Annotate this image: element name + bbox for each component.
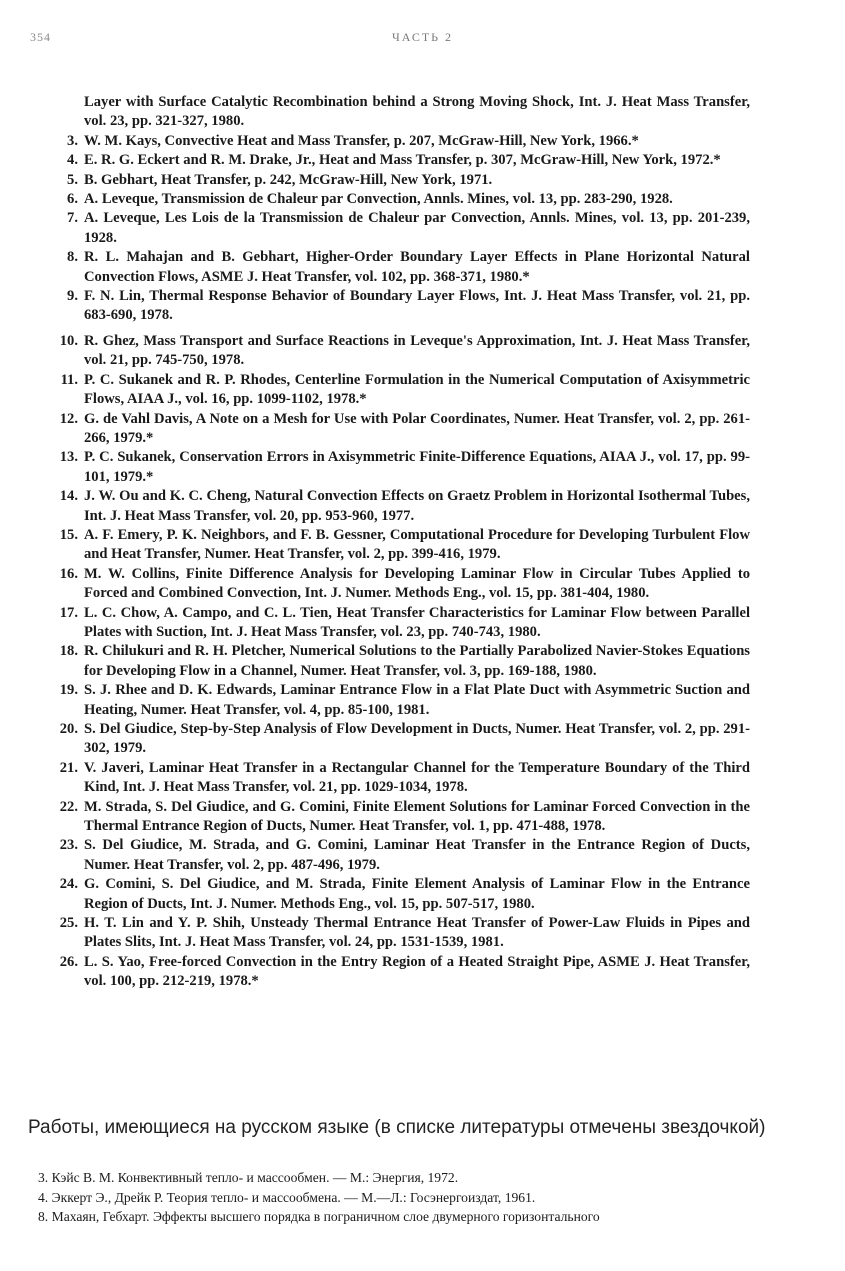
reference-number: 22. [59, 798, 78, 815]
reference-text: S. Del Giudice, M. Strada, and G. Comini, Laminar Heat Transfer in the Entrance Region of Ducts, Numer. Heat Transfer, vol. 2, pp. 487-496, 1979. [84, 837, 750, 873]
reference-item [54, 875, 750, 914]
reference-item [54, 798, 750, 837]
reference-item [54, 565, 750, 604]
reference-item [54, 209, 750, 248]
reference-number: 9. [67, 288, 78, 305]
reference-number: 14. [59, 488, 78, 505]
reference-text: P. C. Sukanek and R. P. Rhodes, Centerline Formulation in the Numerical Computation of Axisymmetric Flows, AIAA J., vol. 16, pp. 1099-1102, 1978.* [84, 371, 750, 408]
reference-number: 15. [59, 526, 78, 543]
reference-number: 3. [38, 1170, 49, 1185]
reference-number: 26. [59, 953, 78, 970]
reference-text: V. Javeri, Laminar Heat Transfer in a Rectangular Channel for the Temperature Boundary of the Third Kind, Int. J. Heat Mass Transfer, vol. 21, pp. 1029-1034, 1978. [84, 759, 750, 796]
running-head: ЧАСТЬ 2 [391, 30, 454, 44]
reference-item [54, 132, 750, 151]
reference-number: 17. [59, 604, 78, 621]
reference-item [54, 914, 750, 953]
reference-text: S. J. Rhee and D. K. Edwards, Laminar Entrance Flow in a Flat Plate Duct with Asymmetric Suction and Heating, Numer. Heat Transfer, vol. 4, pp. 85-100, 1981. [84, 682, 750, 718]
reference-text: L. C. Chow, A. Campo, and C. L. Tien, Heat Transfer Characteristics for Laminar Flow between Parallel Plates with Suction, Int. J. Heat Mass Transfer, vol. 23, pp. 740-743, 1980. [84, 604, 750, 640]
reference-item [54, 759, 750, 798]
reference-text: J. W. Ou and K. C. Cheng, Natural Convection Effects on Graetz Problem in Horizontal Isothermal Tubes, Int. J. Heat Mass Transfer, vol. 20, pp. 953-960, 1977. [84, 488, 750, 524]
reference-number: 21. [59, 759, 78, 776]
reference-item [54, 190, 750, 209]
reference-item [54, 526, 750, 565]
reference-item [54, 93, 750, 132]
reference-number: 5. [67, 171, 78, 188]
reference-number: 19. [59, 682, 78, 699]
reference-number: 16. [59, 565, 78, 582]
reference-text: M. W. Collins, Finite Difference Analysis for Developing Laminar Flow in Circular Tubes Applied to Forced and Combined Convection, Int. J. Numer. Methods Eng., vol. 15, pp. 381-404, 1980. [84, 565, 750, 602]
reference-number: 4. [38, 1189, 49, 1205]
reference-item [54, 681, 750, 720]
reference-item [54, 448, 750, 487]
reference-item [54, 642, 750, 681]
russian-reference-item [38, 1188, 823, 1208]
reference-item [54, 836, 750, 875]
reference-number: 4. [67, 152, 78, 169]
reference-number: 24. [59, 876, 78, 893]
reference-item [54, 171, 750, 190]
reference-item [54, 720, 750, 759]
russian-reference-item [38, 1207, 823, 1227]
reference-text: R. Ghez, Mass Transport and Surface Reactions in Leveque's Approximation, Int. J. Heat Mass Transfer, vol. 21, pp. 745-750, 1978. [84, 332, 750, 369]
reference-text: G. de Vahl Davis, A Note on a Mesh for Use with Polar Coordinates, Numer. Heat Transfer, vol. 2, pp. 261-266, 1979.* [84, 410, 750, 446]
page-number: 354 [30, 30, 51, 44]
reference-text: F. N. Lin, Thermal Response Behavior of Boundary Layer Flows, Int. J. Heat Mass Transfer, vol. 21, pp. 683-690, 1978. [84, 288, 750, 324]
reference-text: R. Chilukuri and R. H. Pletcher, Numerical Solutions to the Partially Parabolized Navier-Stokes Equations for Developing Flow in a Channel, Numer. Heat Transfer, vol. 3, pp. 169-188, 1980. [84, 643, 750, 679]
reference-number: 7. [67, 210, 78, 227]
reference-text: W. M. Kays, Convective Heat and Mass Transfer, p. 207, McGraw-Hill, New York, 1966.* [84, 132, 639, 149]
reference-item [54, 332, 750, 371]
reference-text: Махаян, Гебхарт. Эффекты высшего порядка в пограничном слое двумерного горизонтального [51, 1209, 600, 1225]
reference-number: 25. [59, 915, 78, 932]
reference-text: B. Gebhart, Heat Transfer, p. 242, McGraw-Hill, New York, 1971. [84, 171, 493, 188]
reference-number: 11. [60, 371, 78, 388]
reference-text: A. F. Emery, P. K. Neighbors, and F. B. Gessner, Computational Procedure for Developing Turbulent Flow and Heat Transfer, Numer. Heat Transfer, vol. 2, pp. 399-416, 1979. [84, 526, 750, 563]
reference-text: M. Strada, S. Del Giudice, and G. Comini, Finite Element Solutions for Laminar Forced Convection in the Thermal Entrance Region of Ducts, Numer. Heat Transfer, vol. 1, pp. 471-488, 1978. [84, 798, 750, 835]
reference-number: 8. [67, 249, 78, 266]
reference-item [54, 151, 750, 170]
reference-number: 3. [67, 132, 78, 149]
russian-reference-list [38, 1168, 823, 1227]
reference-text: Layer with Surface Catalytic Recombination behind a Strong Moving Shock, Int. J. Heat Mass Transfer, vol. 23, pp. 321-327, 1980. [84, 94, 750, 130]
reference-number: 12. [59, 410, 78, 427]
reference-number: 20. [59, 721, 78, 737]
reference-text: P. C. Sukanek, Conservation Errors in Axisymmetric Finite-Difference Equations, AIAA J., vol. 17, pp. 99-101, 1979.* [84, 449, 750, 485]
reference-item [54, 953, 750, 992]
reference-text: E. R. G. Eckert and R. M. Drake, Jr., Heat and Mass Transfer, p. 307, McGraw-Hill, New York, 1972.* [84, 152, 721, 169]
reference-item [54, 410, 750, 449]
reference-text: L. S. Yao, Free-forced Convection in the Entry Region of a Heated Straight Pipe, ASME J. Heat Transfer, vol. 100, pp. 212-219, 1978.* [84, 953, 750, 990]
reference-text: Кэйс В. М. Конвективный тепло- и массообмен. — М.: Энергия, 1972. [51, 1170, 459, 1185]
russian-reference-item [38, 1168, 823, 1188]
reference-text: S. Del Giudice, Step-by-Step Analysis of Flow Development in Ducts, Numer. Heat Transfer, vol. 2, pp. 291-302, 1979. [84, 721, 750, 757]
reference-text: H. T. Lin and Y. P. Shih, Unsteady Thermal Entrance Heat Transfer of Power-Law Fluids in Pipes and Plates Slits, Int. J. Heat Mass Transfer, vol. 24, pp. 1531-1539, 1981. [84, 915, 750, 951]
reference-item [54, 487, 750, 526]
reference-item [54, 287, 750, 326]
reference-item [54, 371, 750, 410]
reference-text: G. Comini, S. Del Giudice, and M. Strada, Finite Element Analysis of Laminar Flow in the Entrance Region of Ducts, Int. J. Numer. Methods Eng., vol. 15, pp. 507-517, 1980. [84, 876, 750, 912]
reference-number: 18. [59, 643, 78, 660]
reference-item [54, 248, 750, 287]
reference-text: R. L. Mahajan and B. Gebhart, Higher-Order Boundary Layer Effects in Plane Horizontal Natural Convection Flows, ASME J. Heat Transfer, vol. 102, pp. 368-371, 1980.* [84, 249, 750, 285]
reference-number: 8. [38, 1209, 49, 1225]
page-header [0, 30, 845, 50]
reference-text: Эккерт Э., Дрейк Р. Теория тепло- и массообмена. — М.—Л.: Госэнергоиздат, 1961. [51, 1189, 536, 1205]
reference-number: 23. [59, 837, 78, 854]
reference-text: A. Leveque, Les Lois de la Transmission de Chaleur par Convection, Annls. Mines, vol. 13, pp. 201-239, 1928. [84, 210, 750, 246]
reference-list [54, 93, 750, 992]
reference-number: 10. [59, 332, 78, 349]
reference-text: A. Leveque, Transmission de Chaleur par Convection, Annls. Mines, vol. 13, pp. 283-290, 1928. [84, 191, 673, 208]
russian-section-heading: Работы, имеющиеся на русском языке (в списке литературы отмечены звездочкой) [28, 1117, 766, 1138]
reference-number: 6. [67, 191, 78, 208]
reference-number: 13. [59, 449, 78, 466]
reference-item [54, 604, 750, 643]
